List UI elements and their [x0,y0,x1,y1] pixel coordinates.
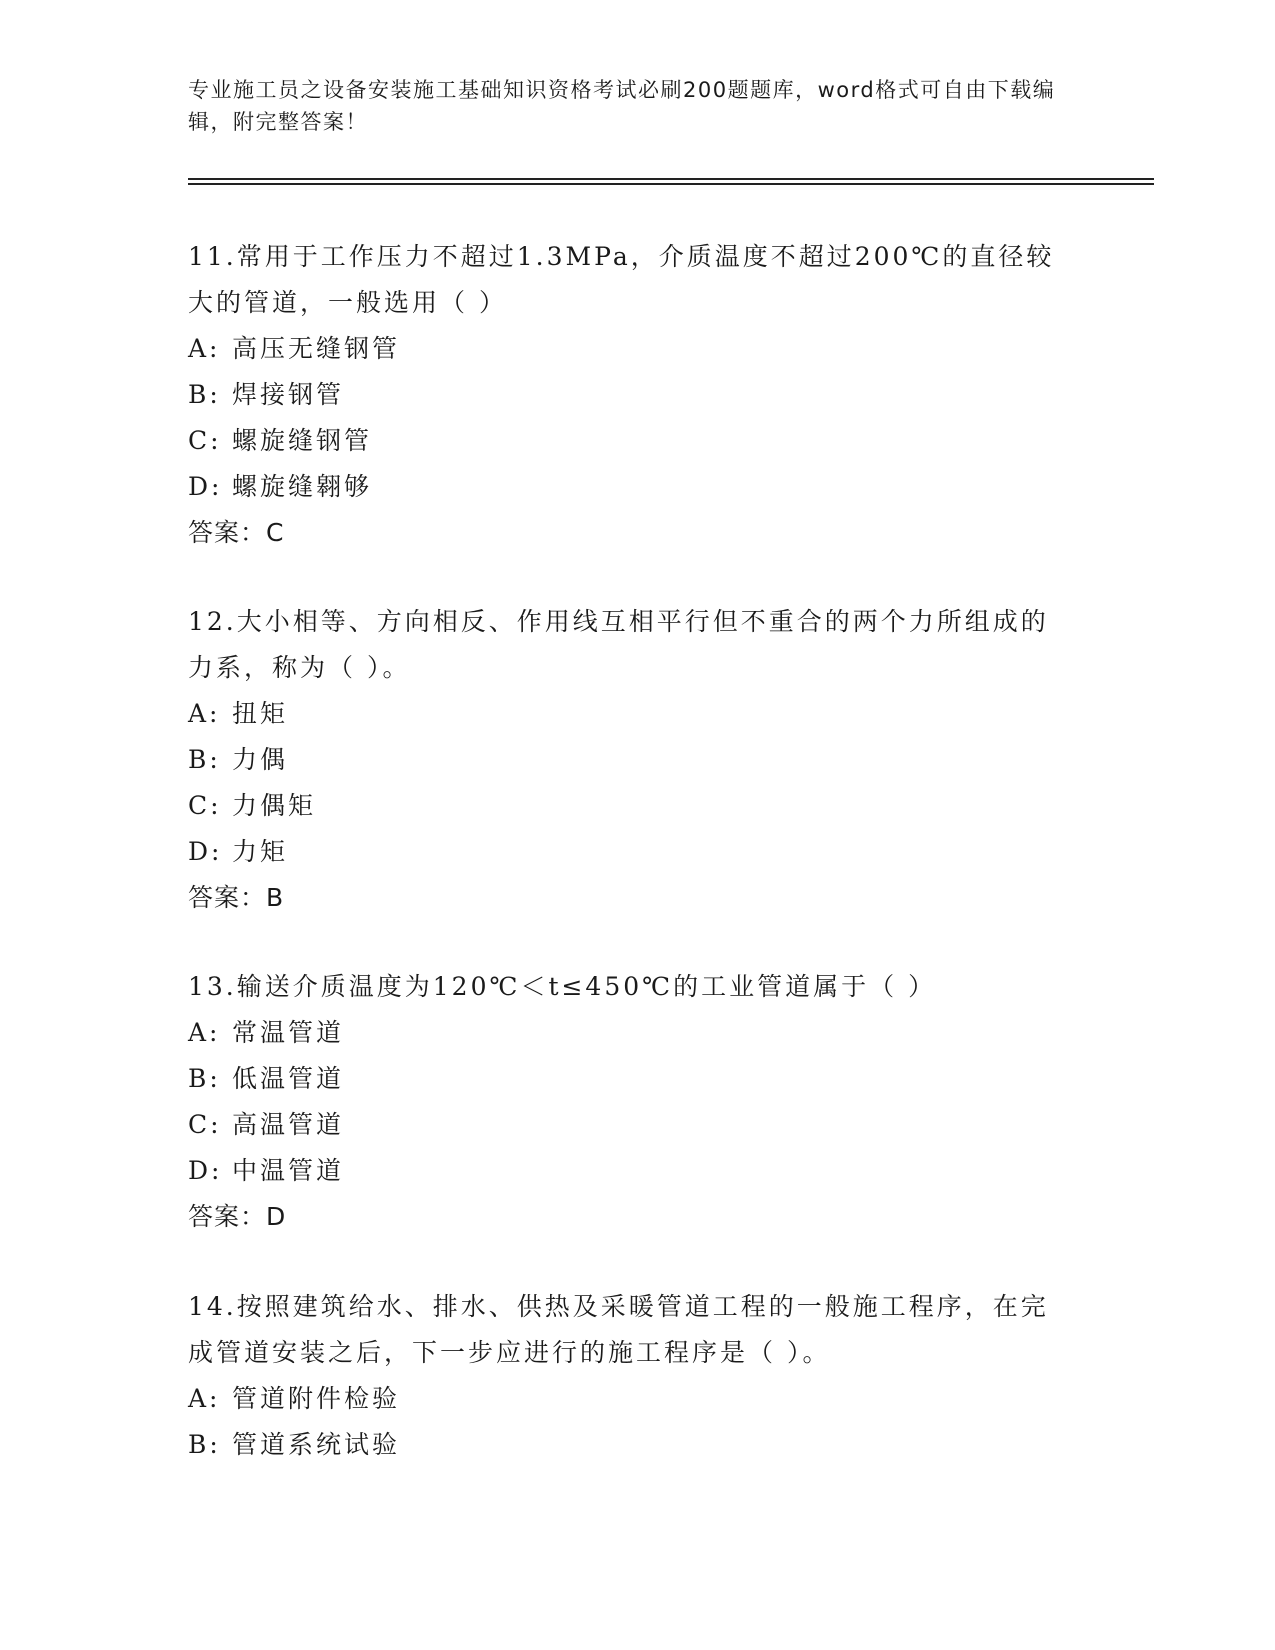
question-text: 12.大小相等、方向相反、作用线互相平行但不重合的两个力所组成的力系，称为（ ）。 [188,607,1049,682]
option-label: D: [188,472,223,501]
answer-line: 答案：B [188,883,285,912]
question-text: 11.常用于工作压力不超过1.3MPa，介质温度不超过200℃的直径较大的管道，一般选用（ ） [188,242,1055,317]
question-text: 13.输送介质温度为120℃＜t≤450℃的工业管道属于（ ） [188,972,937,1001]
option-d [188,829,1068,875]
option-label: A: [188,1384,221,1413]
option-label: C: [188,426,222,455]
option-d [188,464,1068,510]
question-14 [188,1284,1068,1468]
option-label: B: [188,1064,221,1093]
option-a [188,326,1068,372]
option-d [188,1148,1068,1194]
option-text: 螺旋缝翱够 [232,472,373,501]
option-a [188,1010,1068,1056]
option-b [188,1056,1068,1102]
option-c [188,783,1068,829]
header-divider-bottom [188,183,1154,185]
option-text: 中温管道 [232,1156,345,1185]
option-b [188,372,1068,418]
option-c [188,1102,1068,1148]
option-text: 螺旋缝钢管 [232,426,373,455]
option-text: 力偶矩 [232,791,317,820]
answer-line: 答案：C [188,518,285,547]
option-text: 常温管道 [232,1018,345,1047]
option-text: 力矩 [232,837,289,866]
option-a [188,691,1068,737]
option-text: 管道系统试验 [232,1430,401,1459]
option-label: C: [188,1110,222,1139]
option-label: A: [188,699,221,728]
document-header: 专业施工员之设备安装施工基础知识资格考试必刷200题题库，word格式可自由下载编辑，附完整答案！ [188,78,1056,134]
answer-line: 答案：D [188,1202,287,1231]
option-text: 高温管道 [232,1110,345,1139]
option-label: C: [188,791,222,820]
option-a [188,1376,1068,1422]
option-label: D: [188,837,223,866]
header-divider-top [188,178,1154,180]
option-label: B: [188,745,221,774]
question-text: 14.按照建筑给水、排水、供热及采暖管道工程的一般施工程序，在完成管道安装之后，下一步应进行的施工程序是（ ）。 [188,1292,1049,1367]
option-label: B: [188,1430,221,1459]
option-label: A: [188,334,221,363]
option-text: 力偶 [232,745,289,774]
option-b [188,1422,1068,1468]
option-text: 焊接钢管 [232,380,345,409]
question-13 [188,964,1068,1240]
question-12 [188,599,1068,921]
option-text: 扭矩 [232,699,289,728]
option-label: B: [188,380,221,409]
option-label: A: [188,1018,221,1047]
option-c [188,418,1068,464]
option-b [188,737,1068,783]
option-text: 管道附件检验 [232,1384,401,1413]
option-text: 低温管道 [232,1064,345,1093]
option-label: D: [188,1156,223,1185]
option-text: 高压无缝钢管 [232,334,401,363]
question-11 [188,234,1068,556]
